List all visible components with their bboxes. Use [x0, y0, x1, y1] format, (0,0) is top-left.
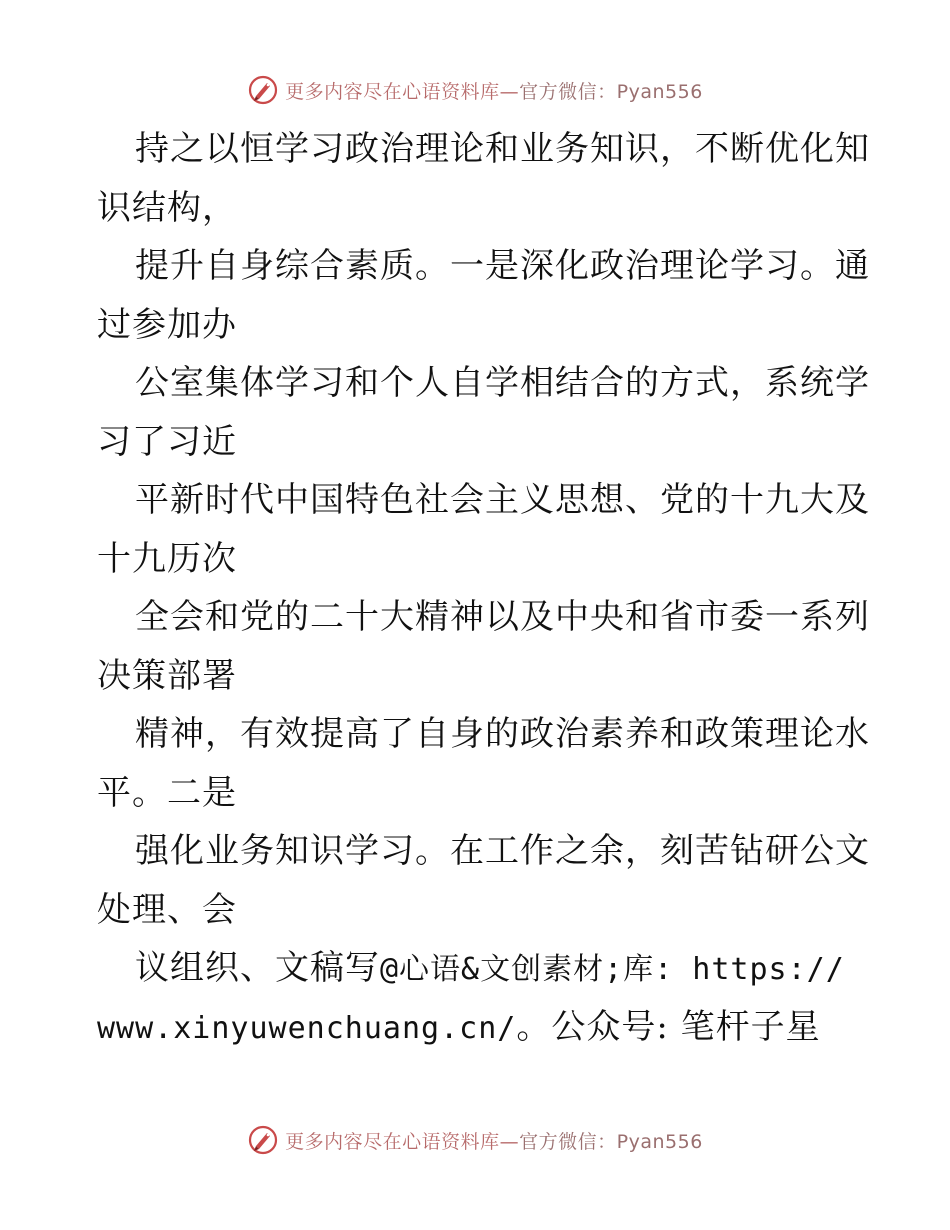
- body-line: 持之以恒学习政治理论和业务知识，不断优化知: [135, 129, 870, 169]
- wechat-account-text: 。公众号: 笔杆子星: [516, 1006, 821, 1047]
- body-text: 议组织、文稿写: [135, 948, 380, 988]
- body-line-url: [97, 998, 857, 1057]
- footer-wechat-label: 官方微信：Pyan556: [519, 1130, 703, 1153]
- body-line: 决策部署: [97, 655, 237, 696]
- body-line: 强化业务知识学习。在工作之余，刻苦钻研公文: [135, 831, 870, 871]
- footer-banner: [0, 1120, 950, 1160]
- header-banner: [0, 70, 950, 110]
- pen-nib-logo-icon: [247, 74, 279, 106]
- document-body: [97, 120, 870, 1056]
- pen-nib-logo-icon: [247, 1124, 279, 1156]
- body-line: 提升自身综合素质。一是深化政治理论学习。通: [135, 246, 870, 286]
- header-banner-text: 更多内容尽在心语资料库—官方微信：Pyan556: [285, 80, 703, 103]
- body-line: 识结构，: [97, 187, 237, 228]
- watermark-url: www.xinyuwenchuang.cn/: [97, 1010, 517, 1046]
- body-line: 十九历次: [97, 538, 237, 579]
- watermark-link-text: @心语&文创素材;库: https://: [380, 952, 845, 987]
- footer-banner-text: 更多内容尽在心语资料库—官方微信：Pyan556: [285, 1130, 703, 1153]
- body-line-watermark: [97, 939, 857, 998]
- body-line: 公室集体学习和个人自学相结合的方式，系统学: [135, 363, 870, 403]
- body-line: 习了习近: [97, 421, 237, 462]
- body-line: 精神，有效提高了自身的政治素养和政策理论水: [135, 714, 870, 754]
- body-line: 处理、会: [97, 889, 237, 930]
- body-line: 全会和党的二十大精神以及中央和省市委一系列: [135, 597, 870, 637]
- body-line: 平新时代中国特色社会主义思想、党的十九大及: [135, 480, 870, 520]
- header-wechat-label: 官方微信：Pyan556: [519, 80, 703, 103]
- body-line: 过参加办: [97, 304, 237, 345]
- body-line: 平。二是: [97, 772, 237, 813]
